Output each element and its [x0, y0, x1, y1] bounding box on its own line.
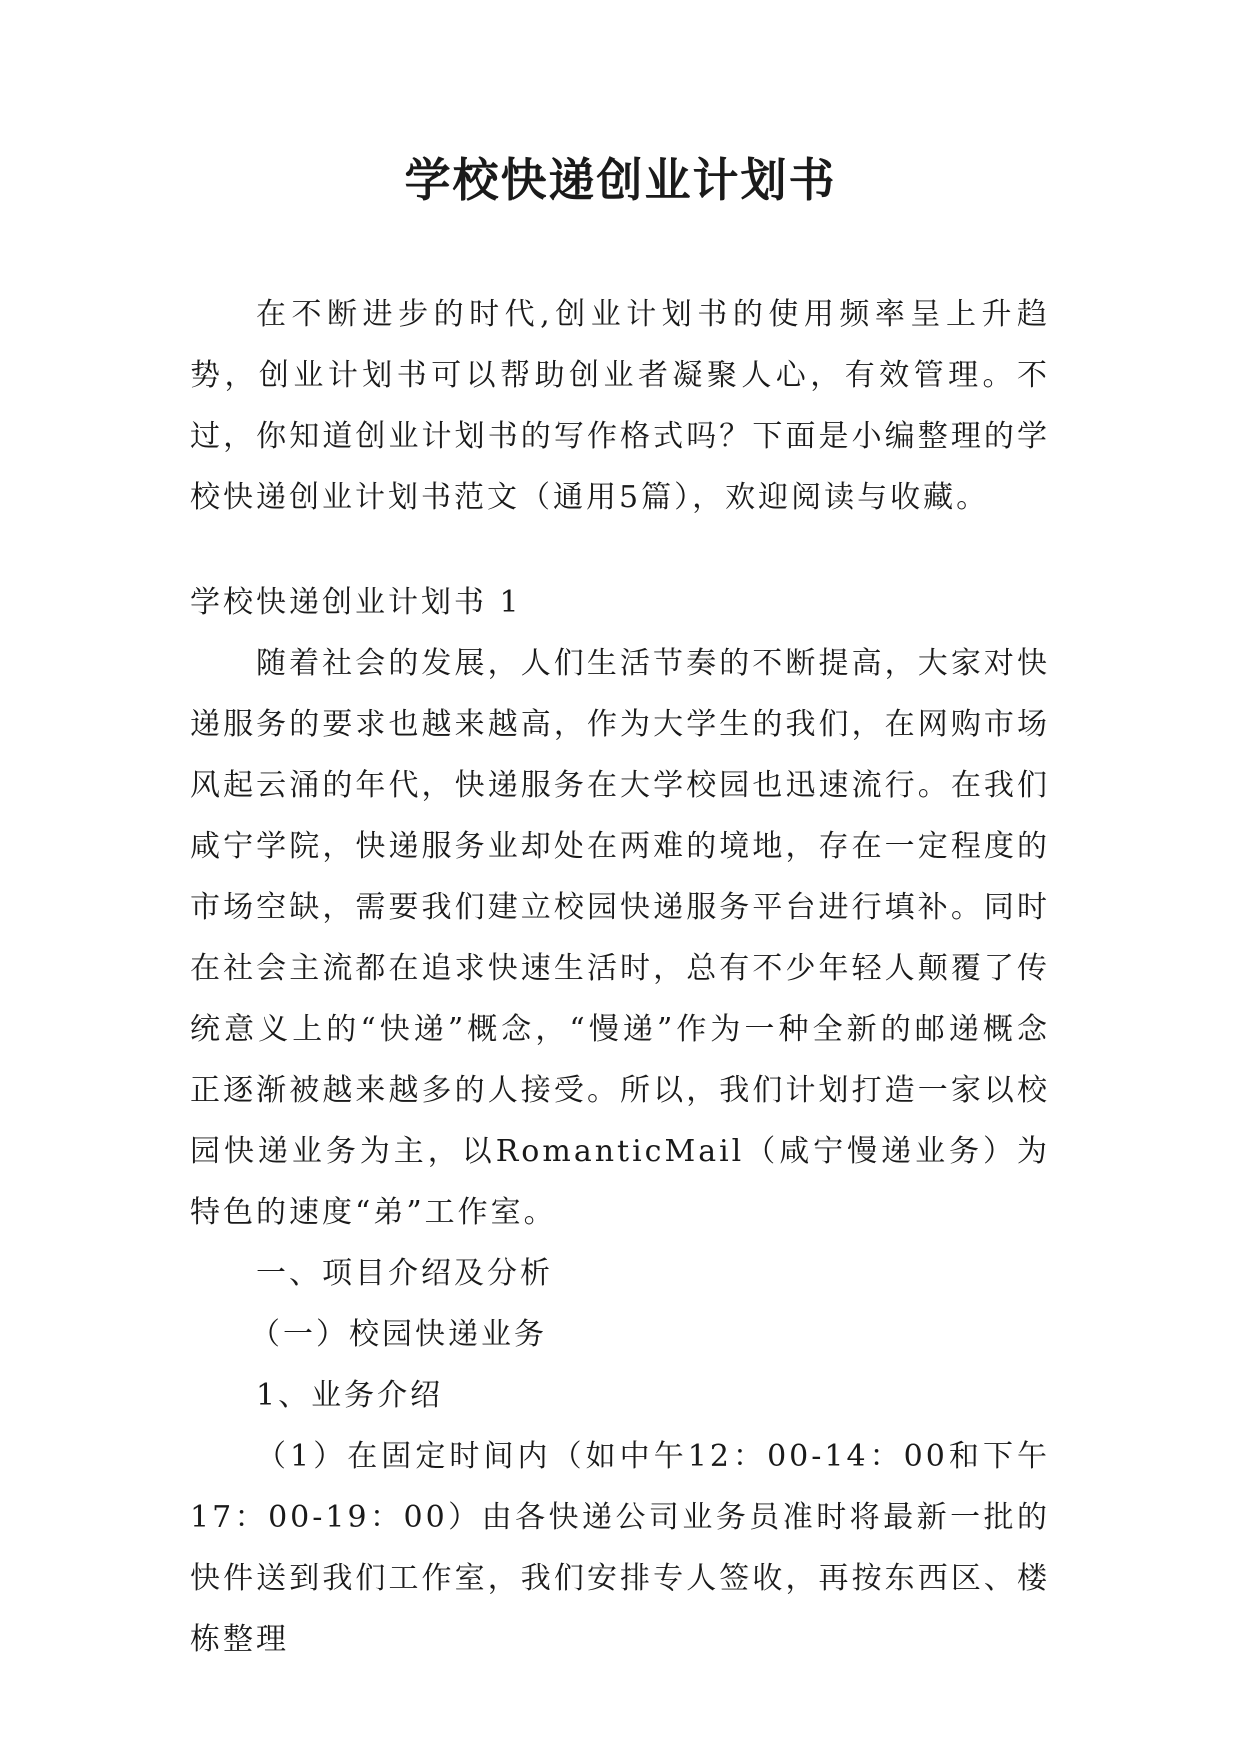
intro-block [190, 284, 1050, 528]
section-block [190, 572, 1050, 1670]
subheading-project-intro: 一、项目介绍及分析 [256, 1256, 553, 1291]
body-paragraph: 随着社会的发展，人们生活节奏的不断提高，大家对快递服务的要求也越来越高，作为大学生的我们，在网购市场风起云涌的年代，快递服务在大学校园也迅速流行。在我们咸宁学院，快递服务业却处在两难的境地，存在一定程度的市场空缺，需要我们建立校园快递服务平台进行填补。同时在社会主流都在追求快速生活时，总有不少年轻人颠覆了传统意义上的“快递”概念，“慢递”作为一种全新的邮递概念正逐渐被越来越多的人接受。所以，我们计划打造一家以校园快递业务为主，以RomanticMail（咸宁慢递业务）为特色的速度“弟”工作室。 [190, 646, 1050, 1230]
body-paragraph: （1）在固定时间内（如中午12：00-14：00和下午17：00-19：00）由各快递公司业务员准时将最新一批的快件送到我们工作室，我们安排专人签收，再按东西区、楼栋整理 [190, 1439, 1050, 1657]
intro-paragraph: 在不断进步的时代,创业计划书的使用频率呈上升趋势，创业计划书可以帮助创业者凝聚人心，有效管理。不过，你知道创业计划书的写作格式吗？下面是小编整理的学校快递创业计划书范文（通用5篇），欢迎阅读与收藏。 [190, 297, 1050, 515]
subheading-business-intro: 1、业务介绍 [256, 1378, 444, 1413]
subheading-campus-express: （一）校园快递业务 [250, 1317, 547, 1352]
document-title: 学校快递创业计划书 [404, 153, 837, 207]
section-heading: 学校快递创业计划书 1 [190, 585, 522, 620]
